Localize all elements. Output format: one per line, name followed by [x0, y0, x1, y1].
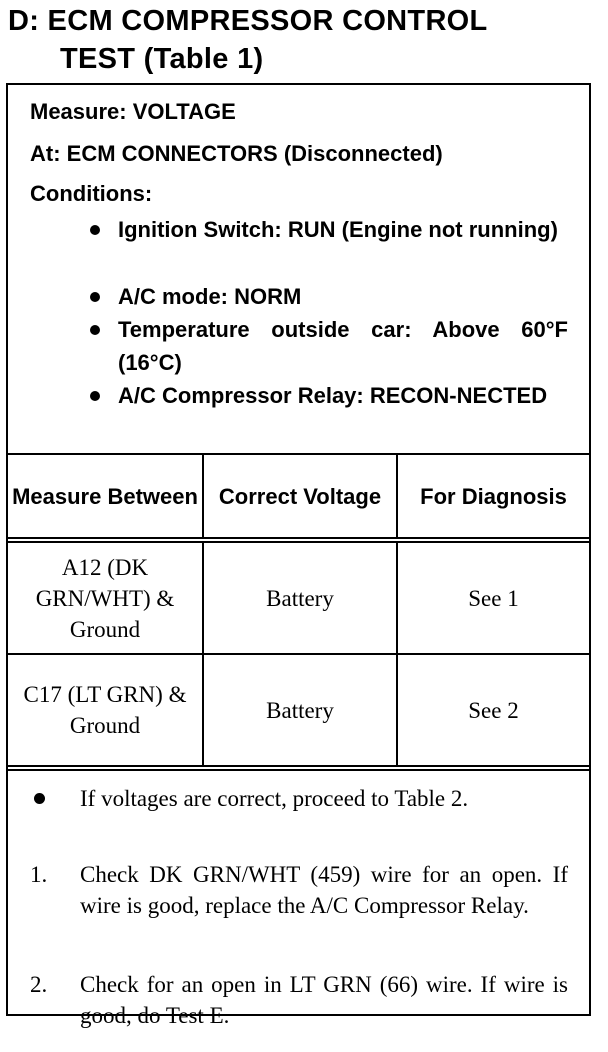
condition-item: A/C mode: NORM: [118, 280, 568, 313]
at-label: At: ECM CONNECTORS (Disconnected): [30, 141, 443, 166]
condition-item: A/C Compressor Relay: RECON-NECTED: [118, 379, 568, 412]
condition-item: Ignition Switch: RUN (Engine not running): [118, 213, 568, 246]
test-box: [6, 83, 591, 1028]
cell-for-diagnosis: See 1: [397, 540, 589, 654]
bullet-icon: [34, 793, 45, 804]
note-text: Check DK GRN/WHT (459) wire for an open. If wire is good, replace the A/C Compressor Relay.: [80, 862, 568, 918]
header-for-diagnosis: For Diagnosis: [397, 454, 589, 540]
conditions-section: [8, 85, 589, 453]
title-line-1: D: ECM COMPRESSOR CONTROL: [8, 5, 488, 37]
table-row: [8, 654, 589, 766]
header-correct-voltage: Correct Voltage: [203, 454, 397, 540]
page-title: [8, 2, 598, 78]
cell-measure-between: A12 (DK GRN/WHT) & Ground: [8, 540, 203, 654]
title-line-2: TEST (Table 1): [60, 43, 264, 75]
cell-correct-voltage: Battery: [203, 540, 397, 654]
cell-measure-between: C17 (LT GRN) & Ground: [8, 654, 203, 766]
header-measure-between: Measure Between: [8, 454, 203, 540]
cell-correct-voltage: Battery: [203, 654, 397, 766]
voltage-table: [8, 453, 589, 767]
bullet-icon: [90, 292, 100, 302]
note-number: 1.: [30, 862, 48, 887]
condition-item: Temperature outside car: Above 60°F (16°C): [118, 313, 568, 379]
note-number: 2.: [30, 972, 48, 997]
measure-label: Measure: VOLTAGE: [30, 99, 236, 124]
cell-for-diagnosis: See 2: [397, 654, 589, 766]
notes-section: [8, 769, 589, 1028]
note-text: Check for an open in LT GRN (66) wire. If wire is good, do Test E.: [80, 972, 568, 1028]
bullet-icon: [90, 391, 100, 401]
table-header-row: [8, 454, 589, 540]
bullet-icon: [90, 225, 100, 235]
table-row: [8, 540, 589, 654]
conditions-label: Conditions:: [30, 181, 153, 206]
note-text: If voltages are correct, proceed to Table 2.: [80, 786, 469, 811]
bullet-icon: [90, 325, 100, 335]
